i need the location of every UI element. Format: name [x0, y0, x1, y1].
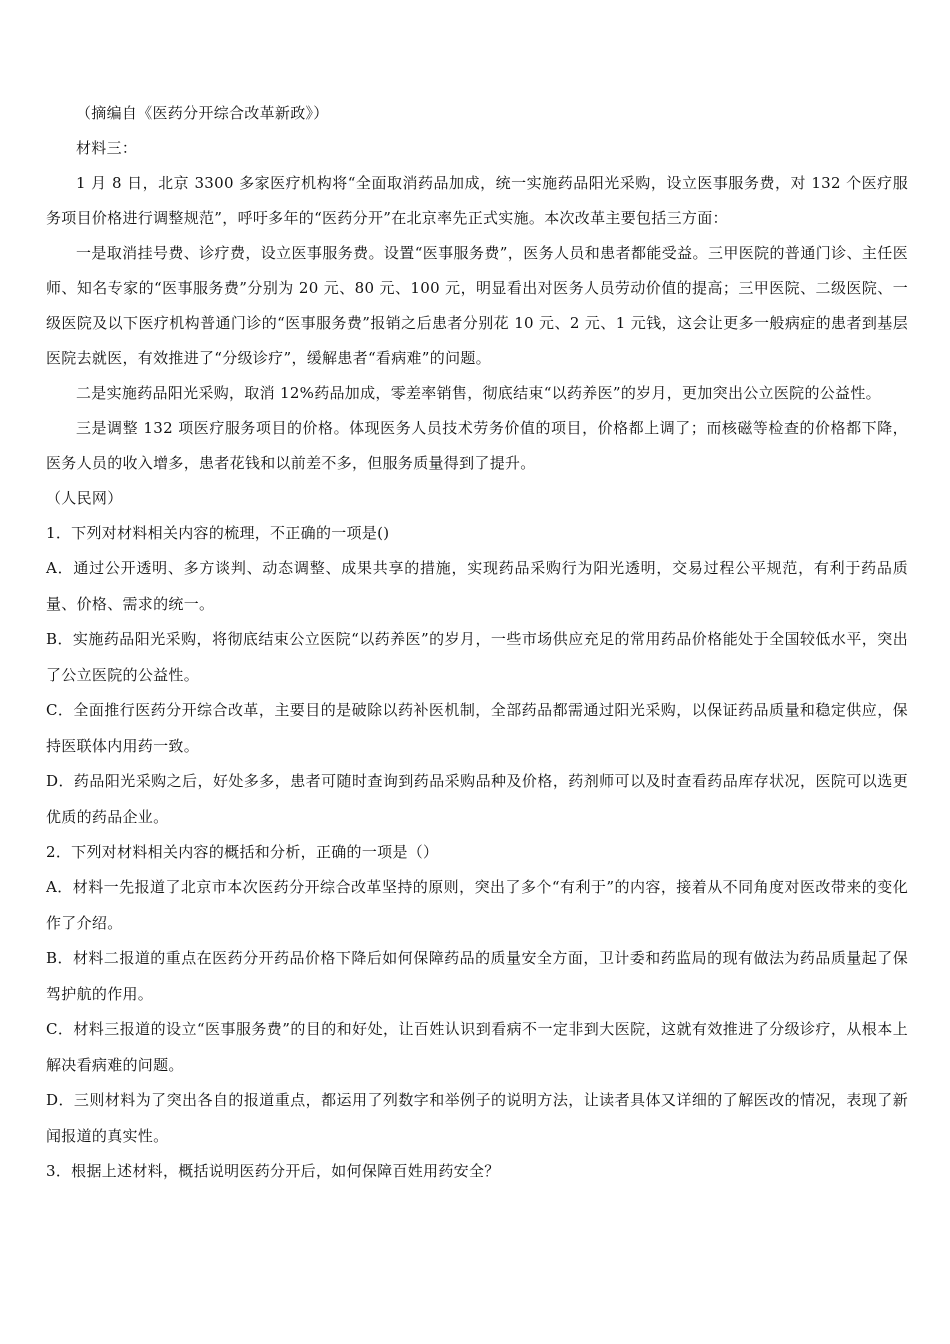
material3-paragraph-2: 一是取消挂号费、诊疗费，设立医事服务费。设置“医事服务费”，医务人员和患者都能受益。三甲医院的普通门诊、主任医师、知名专家的“医事服务费”分别为 20 元、80 元、100 元，明显看出对医务人员劳动价值的提高；三甲医院、二级医院、一级医院及以下医疗机构普通门诊的“医事服务费”报销之后患者分别花 10 元、2 元、1 元钱，这会让更多一般病症的患者到基层医院去就医，有效推进了“分级诊疗”，缓解患者“看病难”的问题。: [46, 244, 908, 367]
question-2-option-c: C．材料三报道的设立“医事服务费”的目的和好处，让百姓认识到看病不一定非到大医院，这就有效推进了分级诊疗，从根本上解决看病难的问题。: [46, 1020, 908, 1074]
material3-paragraph-4: 三是调整 132 项医疗服务项目的价格。体现医务人员技术劳务价值的项目，价格都上调了；而核磁等检查的价格都下降，医务人员的收入增多，患者花钱和以前差不多，但服务质量得到了提升。: [46, 419, 908, 472]
document-page: [46, 96, 908, 1189]
question-3-stem: 3．根据上述材料，概括说明医药分开后，如何保障百姓用药安全？: [46, 1162, 500, 1180]
question-1-option-a: A．通过公开透明、多方谈判、动态调整、成果共享的措施，实现药品采购行为阳光透明，交易过程公平规范，有利于药品质量、价格、需求的统一。: [46, 559, 908, 613]
question-1-option-b: B．实施药品阳光采购，将彻底结束公立医院“以药养医”的岁月，一些市场供应充足的常用药品价格能处于全国较低水平，突出了公立医院的公益性。: [46, 630, 908, 684]
question-1-option-c: C．全面推行医药分开综合改革，主要目的是破除以药补医机制，全部药品都需通过阳光采购，以保证药品质量和稳定供应，保持医联体内用药一致。: [46, 701, 908, 755]
question-2-option-d: D．三则材料为了突出各自的报道重点，都运用了列数字和举例子的说明方法，让读者具体又详细的了解医改的情况，表现了新闻报道的真实性。: [46, 1091, 908, 1145]
question-2-option-b: B．材料二报道的重点在医药分开药品价格下降后如何保障药品的质量安全方面，卫计委和药监局的现有做法为药品质量起了保驾护航的作用。: [46, 949, 908, 1003]
material3-paragraph-3: 二是实施药品阳光采购，取消 12%药品加成，零差率销售，彻底结束“以药养医”的岁月，更加突出公立医院的公益性。: [76, 384, 881, 402]
material2-source: （摘编自《医药分开综合改革新政》）: [76, 104, 329, 122]
material3-heading: 材料三：: [76, 139, 138, 157]
question-2-option-a: A．材料一先报道了北京市本次医药分开综合改革坚持的原则，突出了多个“有利于”的内容，接着从不同角度对医改带来的变化作了介绍。: [46, 878, 908, 932]
material3-source: （人民网）: [46, 489, 123, 507]
question-1-stem: 1．下列对材料相关内容的梳理，不正确的一项是(): [46, 524, 390, 542]
material3-paragraph-1: 1 月 8 日，北京 3300 多家医疗机构将“全面取消药品加成，统一实施药品阳光采购，设立医事服务费，对 132 个医疗服务项目价格进行调整规范”，呼吁多年的“医药分开”在北京率先正式实施。本次改革主要包括三方面：: [46, 174, 908, 227]
question-1-option-d: D．药品阳光采购之后，好处多多，患者可随时查询到药品采购品种及价格，药剂师可以及时查看药品库存状况，医院可以选更优质的药品企业。: [46, 772, 908, 826]
question-2-stem: 2．下列对材料相关内容的概括和分析，正确的一项是（）: [46, 843, 439, 861]
